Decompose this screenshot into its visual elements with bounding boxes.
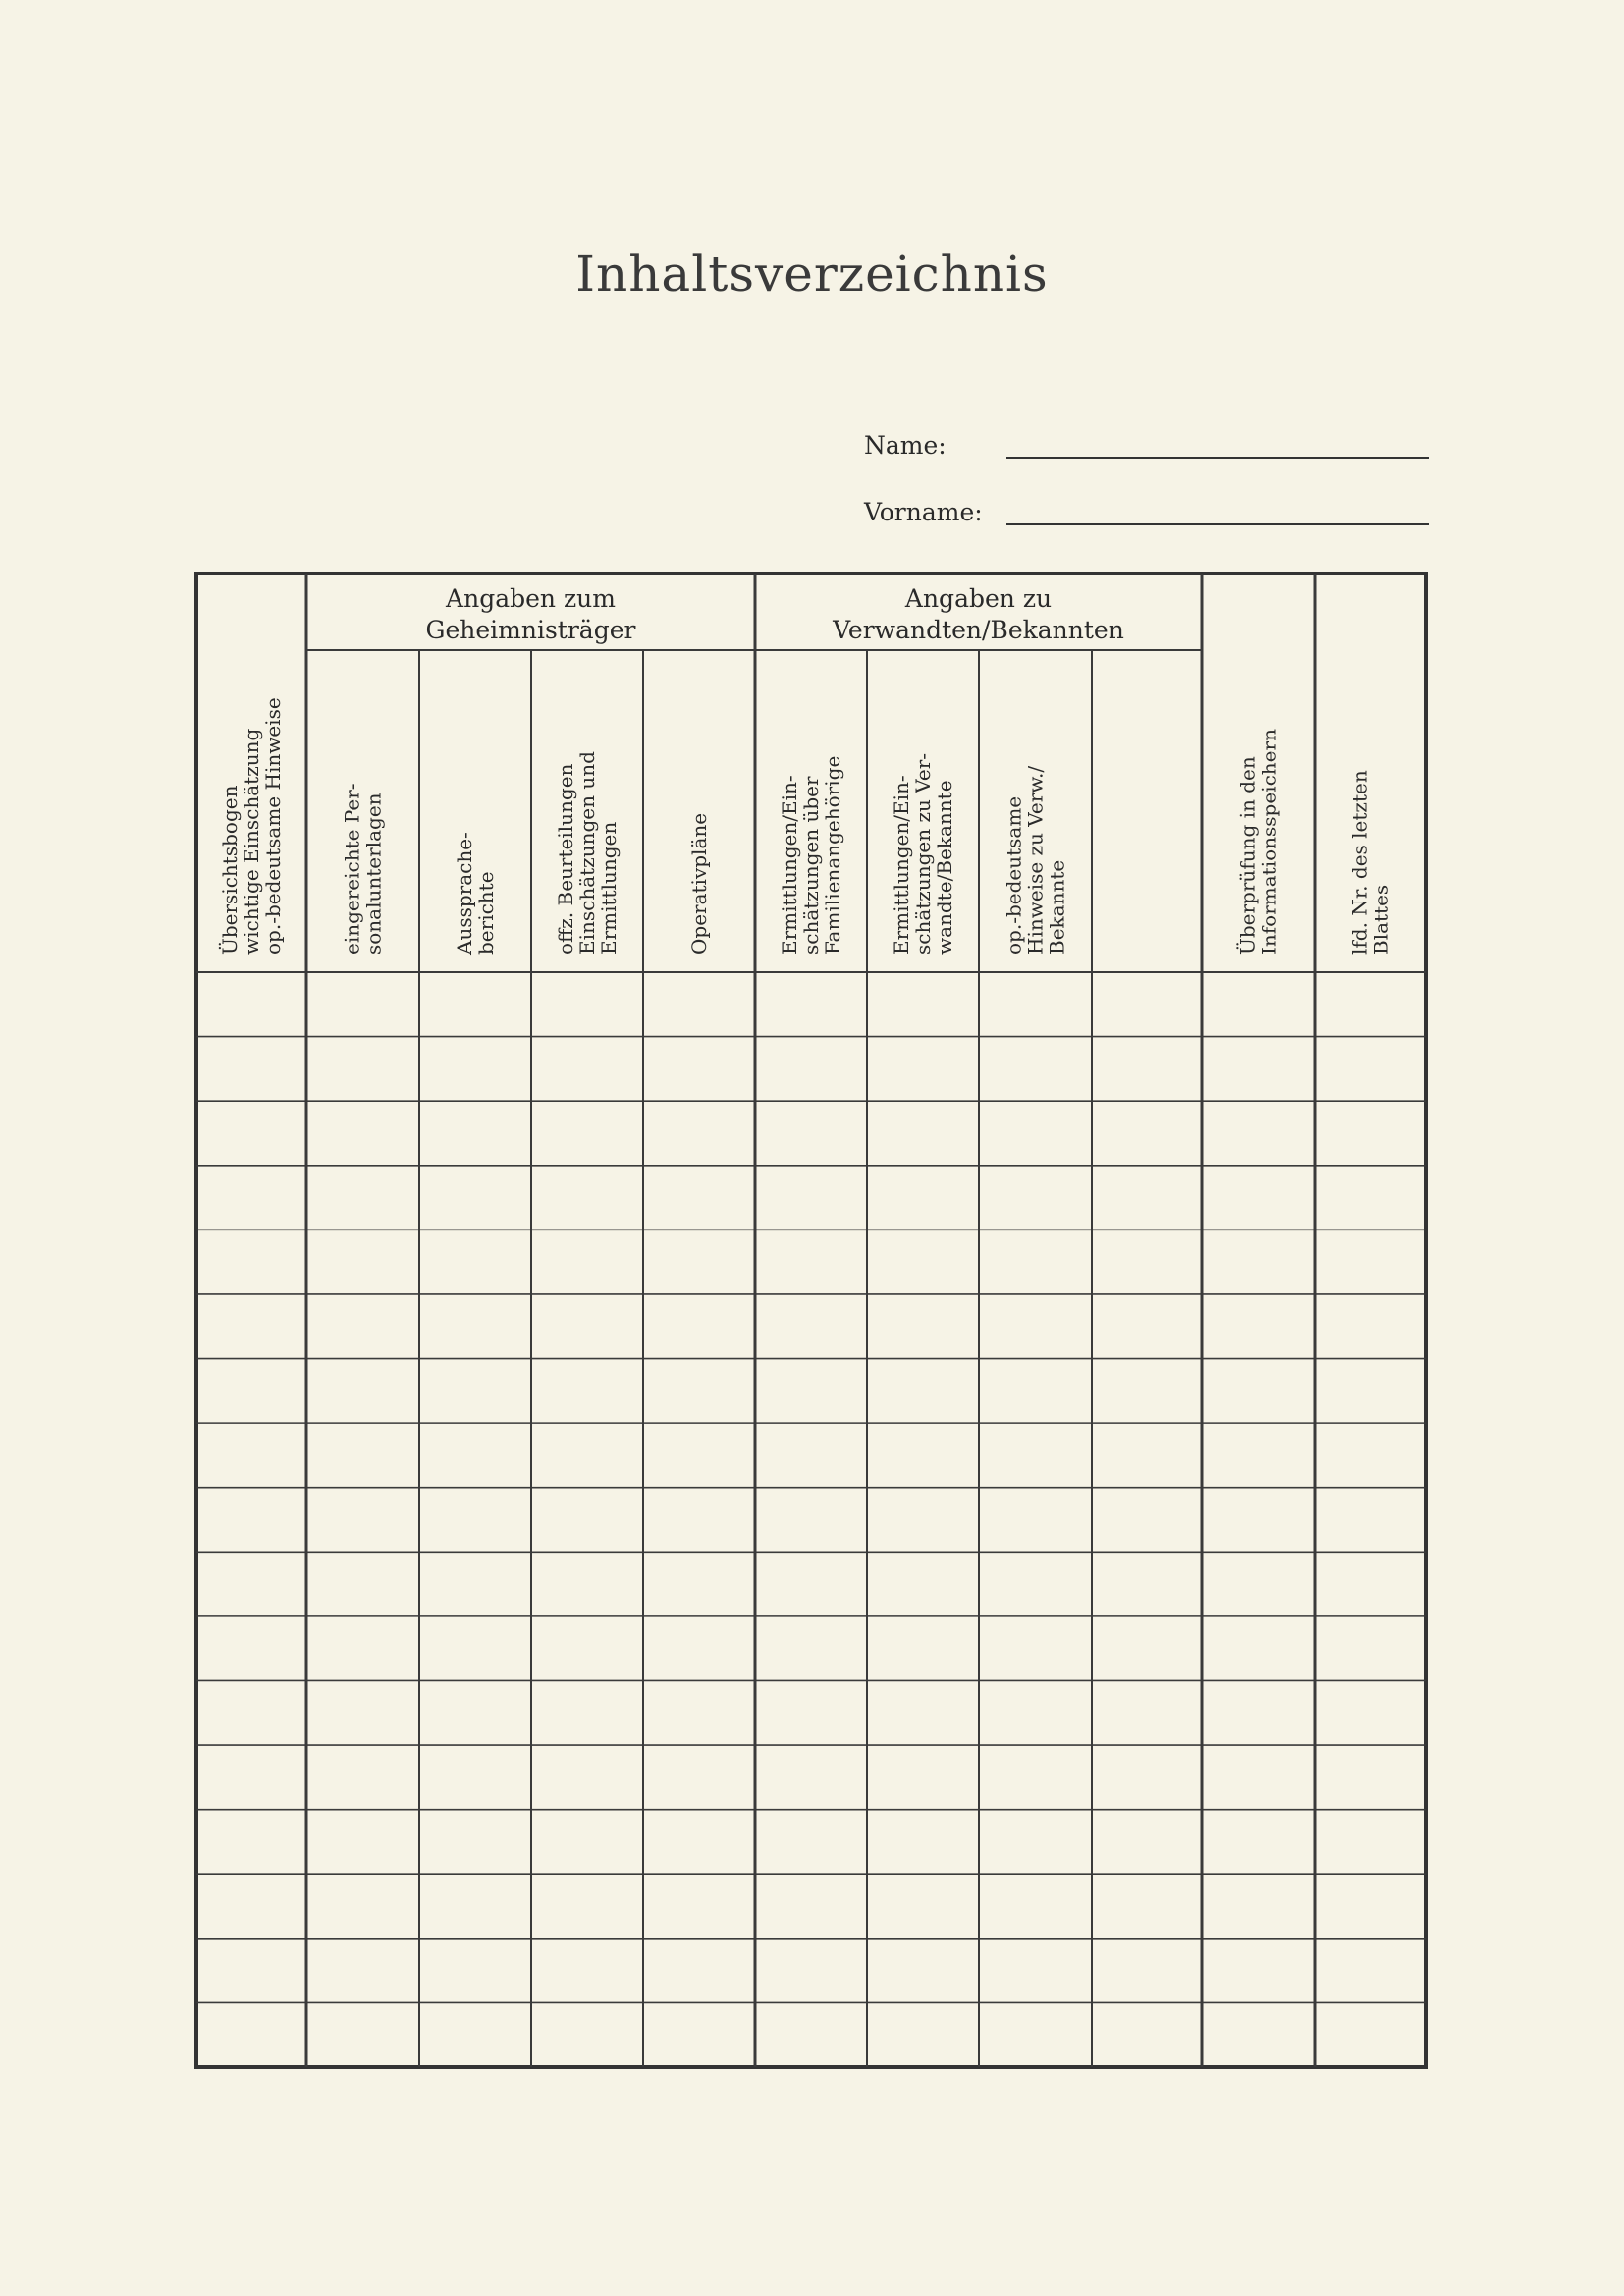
table-cell[interactable] [421, 1682, 529, 1743]
table-cell[interactable] [645, 1361, 753, 1422]
table-cell[interactable] [533, 974, 641, 1035]
table-cell[interactable] [1094, 1039, 1200, 1100]
column-header-text: berichte [474, 871, 498, 955]
table-cell[interactable] [869, 1554, 977, 1614]
table-cell[interactable] [198, 1490, 304, 1551]
table-cell[interactable] [981, 1231, 1090, 1292]
column-header-text: eingereichte Per- [340, 783, 364, 955]
table-cell[interactable] [757, 1039, 865, 1100]
table-cell[interactable] [757, 1490, 865, 1551]
table-cell[interactable] [533, 1812, 641, 1873]
column-header-text: Aussprache- [453, 832, 476, 955]
table-cell[interactable] [198, 2004, 304, 2065]
table-cell[interactable] [1317, 1682, 1424, 1743]
column-header-text: wichtige Einschätzung [240, 728, 263, 955]
table-cell[interactable] [757, 1618, 865, 1679]
table-cell[interactable] [1204, 1682, 1313, 1743]
table-cell[interactable] [757, 974, 865, 1035]
table-cell[interactable] [198, 974, 304, 1035]
table-cell[interactable] [421, 974, 529, 1035]
table-cell[interactable] [308, 1490, 417, 1551]
table-cell[interactable] [1317, 2004, 1424, 2065]
table-cell[interactable] [869, 1812, 977, 1873]
column-header-text: Blattes [1369, 884, 1393, 955]
table-cell[interactable] [1204, 1812, 1313, 1873]
table-cell[interactable] [869, 2004, 977, 2065]
table-cell[interactable] [645, 1296, 753, 1357]
column-header-text: Übersichtsbogen [218, 785, 242, 955]
table-cell[interactable] [1094, 1941, 1200, 2001]
table-cell[interactable] [1094, 1618, 1200, 1679]
table-cell[interactable] [645, 1747, 753, 1808]
table-cell[interactable] [1317, 1231, 1424, 1292]
table-cell[interactable] [1317, 1554, 1424, 1614]
table-cell[interactable] [198, 1103, 304, 1164]
table-cell[interactable] [1317, 1747, 1424, 1808]
table-cell[interactable] [869, 1682, 977, 1743]
table-cell[interactable] [198, 1296, 304, 1357]
column-header-text: Hinweise zu Verw./ [1023, 765, 1048, 955]
table-cell[interactable] [198, 1618, 304, 1679]
table-cell[interactable] [869, 1296, 977, 1357]
table-cell[interactable] [1317, 1361, 1424, 1422]
table-cell[interactable] [308, 1618, 417, 1679]
table-cell[interactable] [869, 1941, 977, 2001]
table-cell[interactable] [1204, 1747, 1313, 1808]
table-cell[interactable] [981, 1941, 1090, 2001]
table-cell[interactable] [198, 1425, 304, 1486]
table-cell[interactable] [308, 1361, 417, 1422]
column-header-text: Ermittlungen/Ein- [890, 775, 913, 955]
table-cell[interactable] [757, 1425, 865, 1486]
table-cell[interactable] [1204, 1618, 1313, 1679]
table-cell[interactable] [1317, 1812, 1424, 1873]
table-cell[interactable] [1317, 1618, 1424, 1679]
table-cell[interactable] [421, 1425, 529, 1486]
table-cell[interactable] [757, 1941, 865, 2001]
table-cell[interactable] [757, 1231, 865, 1292]
table-cell[interactable] [421, 1361, 529, 1422]
table-cell[interactable] [1094, 1103, 1200, 1164]
table-cell[interactable] [645, 1682, 753, 1743]
name-label: Name: [864, 431, 947, 460]
table-cell[interactable] [981, 1296, 1090, 1357]
table-cell[interactable] [533, 1941, 641, 2001]
table-cell[interactable] [1204, 1361, 1313, 1422]
table-cell[interactable] [421, 1941, 529, 2001]
table-cell[interactable] [421, 1296, 529, 1357]
table-cell[interactable] [869, 1618, 977, 1679]
table-cell[interactable] [198, 1168, 304, 1229]
table-cell[interactable] [981, 1747, 1090, 1808]
table-cell[interactable] [308, 1168, 417, 1229]
table-cell[interactable] [533, 1361, 641, 1422]
table-cell[interactable] [645, 974, 753, 1035]
group-header-line2: Verwandten/Bekannten [833, 616, 1124, 644]
table-cell[interactable] [981, 974, 1090, 1035]
table-cell[interactable] [981, 1618, 1090, 1679]
table-cell[interactable] [645, 1039, 753, 1100]
table-cell[interactable] [198, 1747, 304, 1808]
table-cell[interactable] [421, 1747, 529, 1808]
column-header-text: lfd. Nr. des letzten [1347, 770, 1372, 955]
table-cell[interactable] [1204, 1876, 1313, 1937]
column-header-text: Einschätzungen und [575, 751, 599, 955]
table-cell[interactable] [981, 1490, 1090, 1551]
table-cell[interactable] [533, 1231, 641, 1292]
table-cell[interactable] [533, 1682, 641, 1743]
group-header-line2: Geheimnisträger [425, 616, 636, 644]
table-cell[interactable] [198, 1941, 304, 2001]
table-cell[interactable] [308, 1296, 417, 1357]
table-cell[interactable] [645, 1103, 753, 1164]
column-header-text: op.-bedeutsame [1001, 795, 1026, 955]
table-cell[interactable] [757, 1554, 865, 1614]
table-cell[interactable] [869, 1490, 977, 1551]
column-header-text: Ermittlungen/Ein- [778, 775, 801, 955]
table-cell[interactable] [533, 1103, 641, 1164]
group-header-line1: Angaben zum [446, 584, 616, 613]
table-cell[interactable] [421, 1490, 529, 1551]
table-cell[interactable] [533, 1747, 641, 1808]
table-cell[interactable] [1204, 1490, 1313, 1551]
page-title: Inhaltsverzeichnis [575, 246, 1049, 302]
table-cell[interactable] [869, 1103, 977, 1164]
table-cell[interactable] [1204, 1941, 1313, 2001]
table-cell[interactable] [645, 2004, 753, 2065]
table-cell[interactable] [757, 1682, 865, 1743]
table-cell[interactable] [308, 1876, 417, 1937]
table-cell[interactable] [1317, 1168, 1424, 1229]
table-cell[interactable] [645, 1490, 753, 1551]
table-cell[interactable] [421, 1168, 529, 1229]
table-cell[interactable] [981, 1103, 1090, 1164]
table-cell[interactable] [1094, 1168, 1200, 1229]
table-cell[interactable] [308, 1682, 417, 1743]
table-cell[interactable] [981, 1554, 1090, 1614]
table-cell[interactable] [981, 1039, 1090, 1100]
table-cell[interactable] [533, 1296, 641, 1357]
table-cell[interactable] [1094, 1876, 1200, 1937]
table-cell[interactable] [869, 1039, 977, 1100]
table-cell[interactable] [198, 1231, 304, 1292]
table-cell[interactable] [1094, 1747, 1200, 1808]
column-header-text: Informationsspeichern [1257, 729, 1281, 955]
column-header-text: Bekannte [1045, 859, 1069, 955]
table-cell[interactable] [421, 1103, 529, 1164]
table-cell[interactable] [981, 1682, 1090, 1743]
table-cell[interactable] [869, 1747, 977, 1808]
table-cell[interactable] [198, 1812, 304, 1873]
table-cell[interactable] [981, 1168, 1090, 1229]
table-cell[interactable] [1204, 1425, 1313, 1486]
table-cell[interactable] [1317, 1103, 1424, 1164]
table-cell[interactable] [645, 1554, 753, 1614]
column-header-text: Ermittlungen [597, 821, 621, 955]
table-cell[interactable] [198, 1682, 304, 1743]
table-cell[interactable] [869, 1361, 977, 1422]
table-cell[interactable] [421, 1812, 529, 1873]
table-cell[interactable] [1204, 1039, 1313, 1100]
column-header-text: wandte/Bekannte [933, 780, 956, 955]
table-cell[interactable] [757, 1361, 865, 1422]
table-cell[interactable] [645, 1876, 753, 1937]
column-header-text: op.-bedeutsame Hinweise [261, 697, 285, 955]
column-header-text: sonalunterlagen [361, 793, 386, 955]
table-cell[interactable] [308, 1103, 417, 1164]
table-cell[interactable] [308, 974, 417, 1035]
table-cell[interactable] [1094, 1490, 1200, 1551]
table-cell[interactable] [1094, 1682, 1200, 1743]
table-cell[interactable] [1094, 1361, 1200, 1422]
table-cell[interactable] [533, 1168, 641, 1229]
table-cell[interactable] [869, 1231, 977, 1292]
table-cell[interactable] [308, 1812, 417, 1873]
table-cell[interactable] [198, 1876, 304, 1937]
table-cell[interactable] [645, 1231, 753, 1292]
table-cell[interactable] [533, 2004, 641, 2065]
table-cell[interactable] [757, 1296, 865, 1357]
table-cell[interactable] [1094, 2004, 1200, 2065]
table-cell[interactable] [1094, 1554, 1200, 1614]
table-cell[interactable] [981, 1425, 1090, 1486]
column-header-text: Überprüfung in den [1235, 756, 1260, 955]
table-cell[interactable] [308, 1747, 417, 1808]
table-cell[interactable] [757, 1747, 865, 1808]
table-cell[interactable] [1317, 974, 1424, 1035]
table-cell[interactable] [1317, 1876, 1424, 1937]
table-cell[interactable] [869, 974, 977, 1035]
table-cell[interactable] [757, 1168, 865, 1229]
table-cell[interactable] [1317, 1425, 1424, 1486]
table-cell[interactable] [869, 1168, 977, 1229]
table-cell[interactable] [421, 1231, 529, 1292]
table-cell[interactable] [1094, 1231, 1200, 1292]
column-header-text: Familienangehörige [821, 755, 844, 955]
table-cell[interactable] [421, 1039, 529, 1100]
table-cell[interactable] [1094, 1425, 1200, 1486]
table-cell[interactable] [421, 1618, 529, 1679]
table-cell[interactable] [421, 1876, 529, 1937]
table-cell[interactable] [645, 1425, 753, 1486]
table-cell[interactable] [1317, 1490, 1424, 1551]
table-cell[interactable] [308, 1039, 417, 1100]
table-cell[interactable] [1204, 2004, 1313, 2065]
table-cell[interactable] [198, 1039, 304, 1100]
table-cell[interactable] [1094, 1296, 1200, 1357]
table-cell[interactable] [421, 2004, 529, 2065]
table-cell[interactable] [869, 1876, 977, 1937]
column-header-text: offz. Beurteilungen [554, 763, 577, 955]
table-cell[interactable] [1204, 1554, 1313, 1614]
column-header-text: schätzungen zu Ver- [911, 752, 935, 955]
table-cell[interactable] [981, 1812, 1090, 1873]
table-cell[interactable] [533, 1039, 641, 1100]
table-cell[interactable] [1094, 974, 1200, 1035]
table-cell[interactable] [308, 1941, 417, 2001]
table-cell[interactable] [533, 1618, 641, 1679]
table-cell[interactable] [1094, 1812, 1200, 1873]
vorname-label: Vorname: [864, 498, 983, 526]
table-cell[interactable] [1204, 1231, 1313, 1292]
column-header-text: schätzungen über [799, 776, 823, 955]
table-cell[interactable] [198, 1554, 304, 1614]
table-cell[interactable] [1317, 1941, 1424, 2001]
table-cell[interactable] [981, 2004, 1090, 2065]
column-header-text: Operativpläne [687, 812, 711, 955]
table-cell[interactable] [1204, 1168, 1313, 1229]
table-cell[interactable] [981, 1361, 1090, 1422]
table-cell[interactable] [308, 1231, 417, 1292]
table-cell[interactable] [757, 2004, 865, 2065]
table-cell[interactable] [308, 1554, 417, 1614]
table-cell[interactable] [533, 1876, 641, 1937]
table-cell[interactable] [645, 1941, 753, 2001]
table-cell[interactable] [308, 1425, 417, 1486]
table-cell[interactable] [1317, 1296, 1424, 1357]
table-cell[interactable] [308, 2004, 417, 2065]
table-cell[interactable] [1204, 1296, 1313, 1357]
table-cell[interactable] [533, 1554, 641, 1614]
table-cell[interactable] [198, 1361, 304, 1422]
table-cell[interactable] [757, 1812, 865, 1873]
table-cell[interactable] [645, 1168, 753, 1229]
table-cell[interactable] [421, 1554, 529, 1614]
table-cell[interactable] [869, 1425, 977, 1486]
table-cell[interactable] [533, 1490, 641, 1551]
table-cell[interactable] [1317, 1039, 1424, 1100]
table-cell[interactable] [645, 1618, 753, 1679]
table-cell[interactable] [757, 1103, 865, 1164]
table-cell[interactable] [533, 1425, 641, 1486]
table-cell[interactable] [757, 1876, 865, 1937]
table-cell[interactable] [1204, 1103, 1313, 1164]
table-cell[interactable] [1204, 974, 1313, 1035]
table-cell[interactable] [981, 1876, 1090, 1937]
group-header-line1: Angaben zu [904, 584, 1053, 613]
table-cell[interactable] [645, 1812, 753, 1873]
